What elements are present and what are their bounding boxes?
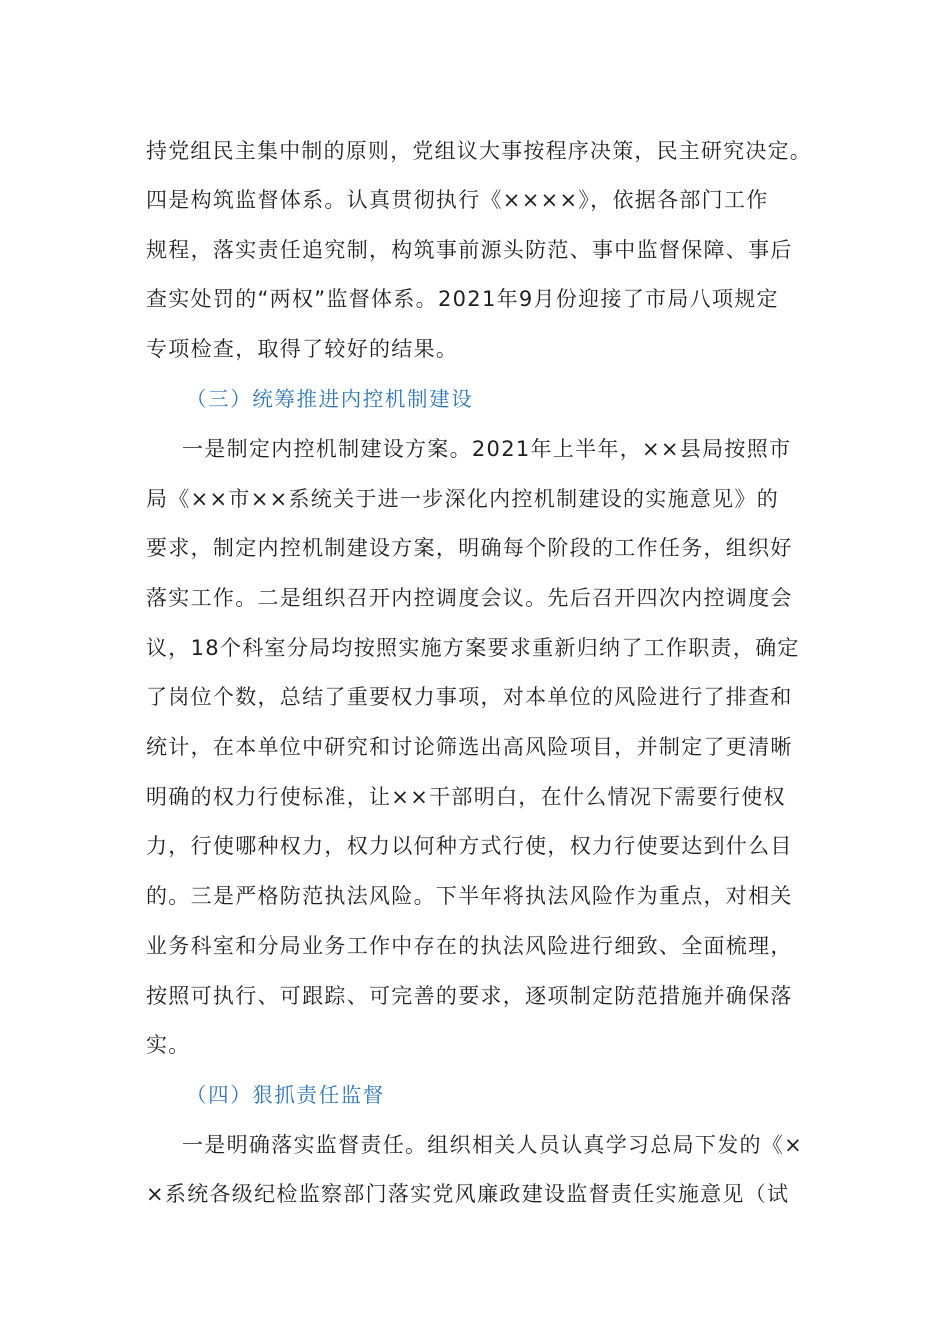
body-line: ×系统各级纪检监察部门落实党风廉政建设监督责任实施意见（试 — [146, 1182, 790, 1206]
body-line: 按照可执行、可跟踪、可完善的要求，逐项制定防范措施并确保落 — [146, 984, 793, 1008]
body-line: 持党组民主集中制的原则，党组议大事按程序决策，民主研究决定。 — [146, 139, 812, 163]
paragraph-first-line: 一是制定内控机制建设方案。2021年上半年，××县局按照市 — [182, 437, 792, 461]
body-line: 实。 — [146, 1033, 191, 1057]
body-line: 查实处罚的“两权”监督体系。2021年9月份迎接了市局八项规定 — [146, 287, 779, 311]
body-line: 四是构筑监督体系。认真贯彻执行《××××》，依据各部门工作 — [146, 188, 769, 212]
body-line: 明确的权力行使标准，让××干部明白，在什么情况下需要行使权 — [146, 785, 786, 809]
body-line: 落实工作。二是组织召开内控调度会议。先后召开四次内控调度会 — [146, 586, 793, 610]
body-line: 了岗位个数，总结了重要权力事项，对本单位的风险进行了排查和 — [146, 685, 793, 709]
body-line: 的。三是严格防范执法风险。下半年将执法风险作为重点，对相关 — [146, 884, 793, 908]
paragraph-first-line: 一是明确落实监督责任。组织相关人员认真学习总局下发的《× — [182, 1133, 803, 1157]
section-heading-3: （三）统筹推进内控机制建设 — [186, 387, 474, 411]
body-line: 规程，落实责任追究制，构筑事前源头防范、事中监督保障、事后 — [146, 238, 793, 262]
body-line: 力，行使哪种权力，权力以何种方式行使，权力行使要达到什么目 — [146, 834, 793, 858]
body-line: 局《××市××系统关于进一步深化内控机制建设的实施意见》的 — [146, 487, 780, 511]
body-line: 要求，制定内控机制建设方案，明确每个阶段的工作任务，组织好 — [146, 536, 793, 560]
body-line: 专项检查，取得了较好的结果。 — [146, 337, 459, 361]
body-line: 统计，在本单位中研究和讨论筛选出高风险项目，并制定了更清晰 — [146, 735, 793, 759]
section-heading-4: （四）狠抓责任监督 — [186, 1083, 385, 1107]
body-line: 议，18个科室分局均按照实施方案要求重新归纳了工作职责，确定 — [146, 636, 800, 660]
body-line: 业务科室和分局业务工作中存在的执法风险进行细致、全面梳理， — [146, 934, 793, 958]
